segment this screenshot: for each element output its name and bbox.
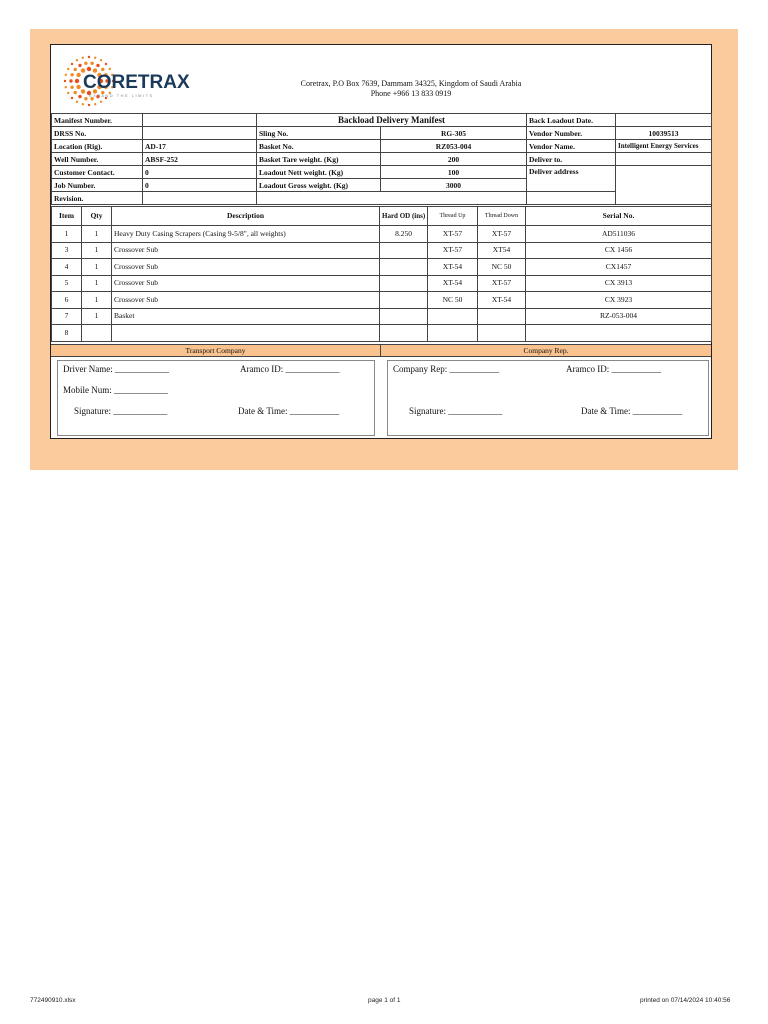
cell-description: Crossover Sub (112, 292, 380, 309)
cell-item: 8 (52, 325, 82, 342)
cell-description: Heavy Duty Casing Scrapers (Casing 9-5/8", all weights) (112, 226, 380, 243)
driver-name-field[interactable]: Driver Name: ____________ (63, 364, 169, 374)
table-row (52, 292, 712, 309)
company-address-block (201, 79, 621, 99)
logo-dot (94, 103, 96, 105)
sling-label: Sling No. (257, 127, 381, 140)
col-thread-up: Thread Up (428, 207, 478, 226)
col-description: Description (112, 207, 380, 226)
back-loadout-date-label: Back Loadout Date. (527, 114, 616, 127)
footer-page: page 1 of 1 (368, 997, 401, 1004)
drss-label: DRSS No. (52, 127, 143, 140)
contact-label: Customer Contact. (52, 166, 143, 179)
col-hard-od: Hard OD (ins) (380, 207, 428, 226)
transport-aramco-id-field[interactable]: Aramco ID: ____________ (240, 364, 340, 374)
cell-thread-down: NC 50 (478, 259, 526, 276)
table-row (52, 259, 712, 276)
col-thread-down: Thread Down (478, 207, 526, 226)
logo-dot (74, 91, 77, 94)
job-value: 0 (143, 179, 257, 192)
sling-value: RG-305 (381, 127, 527, 140)
logo-dot (76, 73, 80, 77)
vendor-number-value: 10039513 (616, 127, 712, 140)
basket-label: Basket No. (257, 140, 381, 153)
cell-description: Basket (112, 308, 380, 325)
cell-thread-down (478, 325, 526, 342)
logo-dot (78, 64, 81, 67)
mobile-num-field[interactable]: Mobile Num: ____________ (63, 385, 168, 395)
logo-dot (109, 68, 111, 70)
cell-serial (526, 325, 712, 342)
rep-signature-field[interactable]: Signature: ____________ (409, 406, 503, 416)
manifest-sheet (50, 44, 712, 439)
logo-graphic (59, 51, 194, 113)
logo-dot (101, 68, 104, 71)
letterhead (51, 45, 711, 114)
logo-dot (82, 103, 84, 105)
revision-label: Revision. (52, 192, 143, 205)
deliver-address-label: Deliver address (527, 166, 616, 192)
cell-qty: 1 (82, 292, 112, 309)
cell-serial: AD511036 (526, 226, 712, 243)
table-row (52, 275, 712, 292)
logo-dot (105, 63, 107, 65)
cell-thread-down: XT-57 (478, 275, 526, 292)
tare-value: 200 (381, 153, 527, 166)
logo-dot (69, 79, 72, 82)
logo-dot (67, 68, 69, 70)
cell-serial: CX 3923 (526, 292, 712, 309)
company-address: Coretrax, P.O Box 7639, Dammam 34325, Kingdom of Saudi Arabia (300, 79, 522, 88)
logo-dot (70, 86, 73, 89)
logo-dot (70, 73, 73, 76)
cell-hard-od (380, 292, 428, 309)
cell-item: 5 (52, 275, 82, 292)
cell-item: 1 (52, 226, 82, 243)
cell-serial: CX 1456 (526, 242, 712, 259)
vendor-name-value: Intelligent Energy Services (616, 140, 712, 153)
back-loadout-date-value (616, 114, 712, 127)
logo-dot (67, 92, 69, 94)
cell-hard-od (380, 242, 428, 259)
transport-company-header: Transport Company (51, 344, 381, 357)
rep-aramco-id-field[interactable]: Aramco ID: ___________ (566, 364, 661, 374)
cell-qty: 1 (82, 242, 112, 259)
cell-qty (82, 325, 112, 342)
cell-description: Crossover Sub (112, 242, 380, 259)
cell-hard-od (380, 308, 428, 325)
nett-label: Loadout Nett weight. (Kg) (257, 166, 381, 179)
company-rep-header: Company Rep. (381, 344, 711, 357)
logo-dot (65, 74, 67, 76)
nett-value: 100 (381, 166, 527, 179)
deliver-address-blank (527, 192, 616, 205)
cell-thread-up: XT-57 (428, 242, 478, 259)
logo-dot (76, 59, 78, 61)
logo-dot (100, 101, 102, 103)
col-serial: Serial No. (526, 207, 712, 226)
cell-item: 6 (52, 292, 82, 309)
deliver-address-value (616, 166, 712, 205)
manifest-number-label: Manifest Number. (52, 114, 143, 127)
logo-dot (84, 97, 87, 100)
logo-dot (71, 97, 73, 99)
table-row (52, 308, 712, 325)
cell-thread-up (428, 325, 478, 342)
logo-dot (76, 101, 78, 103)
logo-dot (65, 86, 67, 88)
logo-dot (64, 80, 66, 82)
logo-dot (88, 104, 90, 106)
cell-thread-up: XT-54 (428, 259, 478, 276)
contact-value: 0 (143, 166, 257, 179)
rep-datetime-field[interactable]: Date & Time: ___________ (581, 406, 683, 416)
vendor-number-label: Vendor Number. (527, 127, 616, 140)
logo-wordmark: CORETRAX (83, 72, 190, 93)
cell-serial: CX1457 (526, 259, 712, 276)
cell-description (112, 325, 380, 342)
cell-hard-od (380, 325, 428, 342)
gross-label: Loadout Gross weight. (Kg) (257, 179, 381, 192)
cell-thread-up: XT-57 (428, 226, 478, 243)
logo-dot (90, 62, 93, 65)
coretrax-logo (59, 51, 194, 113)
cell-thread-up (428, 308, 478, 325)
items-table (51, 206, 711, 342)
manifest-title: Backload Delivery Manifest (257, 114, 527, 127)
cell-hard-od: 8.250 (380, 226, 428, 243)
deliver-to-label: Deliver to. (527, 153, 616, 166)
cell-description: Crossover Sub (112, 259, 380, 276)
footer-printed: printed on 07/14/2024 10:40:56 (640, 997, 731, 1004)
location-label: Location (Rig). (52, 140, 143, 153)
logo-dot (88, 56, 90, 58)
cell-qty: 1 (82, 226, 112, 243)
drss-value (143, 127, 257, 140)
logo-dot (94, 57, 96, 59)
cell-serial: RZ-053-004 (526, 308, 712, 325)
transport-signature-field[interactable]: Signature: ____________ (74, 406, 168, 416)
logo-dot (74, 68, 77, 71)
cell-thread-up: XT-54 (428, 275, 478, 292)
table-row (52, 242, 712, 259)
cell-item: 7 (52, 308, 82, 325)
deliver-to-value (616, 153, 712, 166)
logo-dot (82, 57, 84, 59)
well-value: ABSF-252 (143, 153, 257, 166)
company-phone: Phone +966 13 833 0919 (370, 89, 452, 98)
col-item: Item (52, 207, 82, 226)
cell-item: 3 (52, 242, 82, 259)
logo-dot (71, 63, 73, 65)
company-rep-field[interactable]: Company Rep: ___________ (393, 364, 499, 374)
cell-qty: 1 (82, 275, 112, 292)
cell-hard-od (380, 259, 428, 276)
cell-thread-down (478, 308, 526, 325)
logo-dot (96, 64, 99, 67)
logo-dot (100, 59, 102, 61)
cell-qty: 1 (82, 308, 112, 325)
logo-dot (87, 67, 91, 71)
cell-description: Crossover Sub (112, 275, 380, 292)
basket-value: RZ053-004 (381, 140, 527, 153)
table-row (52, 226, 712, 243)
job-label: Job Number. (52, 179, 143, 192)
transport-datetime-field[interactable]: Date & Time: ___________ (238, 406, 340, 416)
tare-label: Basket Tare weight. (Kg) (257, 153, 381, 166)
company-rep-box (387, 360, 709, 436)
cell-item: 4 (52, 259, 82, 276)
items-header-row (52, 207, 712, 226)
manifest-number-value (143, 114, 257, 127)
logo-dot (78, 95, 81, 98)
footer-filename: 772490910.xlsx (30, 997, 76, 1004)
logo-dot (84, 62, 87, 65)
cell-thread-down: XT54 (478, 242, 526, 259)
col-qty: Qty (82, 207, 112, 226)
revision-blank (257, 192, 527, 205)
cell-thread-down: XT-57 (478, 226, 526, 243)
vendor-name-label: Vendor Name. (527, 140, 616, 153)
cell-serial: CX 3913 (526, 275, 712, 292)
cell-hard-od (380, 275, 428, 292)
cell-thread-up: NC 50 (428, 292, 478, 309)
logo-dot (75, 79, 79, 83)
logo-dot (76, 85, 80, 89)
manifest-header-grid (51, 113, 711, 205)
table-row (52, 325, 712, 342)
gross-value: 3000 (381, 179, 527, 192)
cell-thread-down: XT-54 (478, 292, 526, 309)
logo-tagline: EXPAND THE LIMITS (89, 93, 154, 98)
location-value: AD-17 (143, 140, 257, 153)
revision-value (143, 192, 257, 205)
transport-company-box (57, 360, 375, 436)
cell-qty: 1 (82, 259, 112, 276)
well-label: Well Number. (52, 153, 143, 166)
